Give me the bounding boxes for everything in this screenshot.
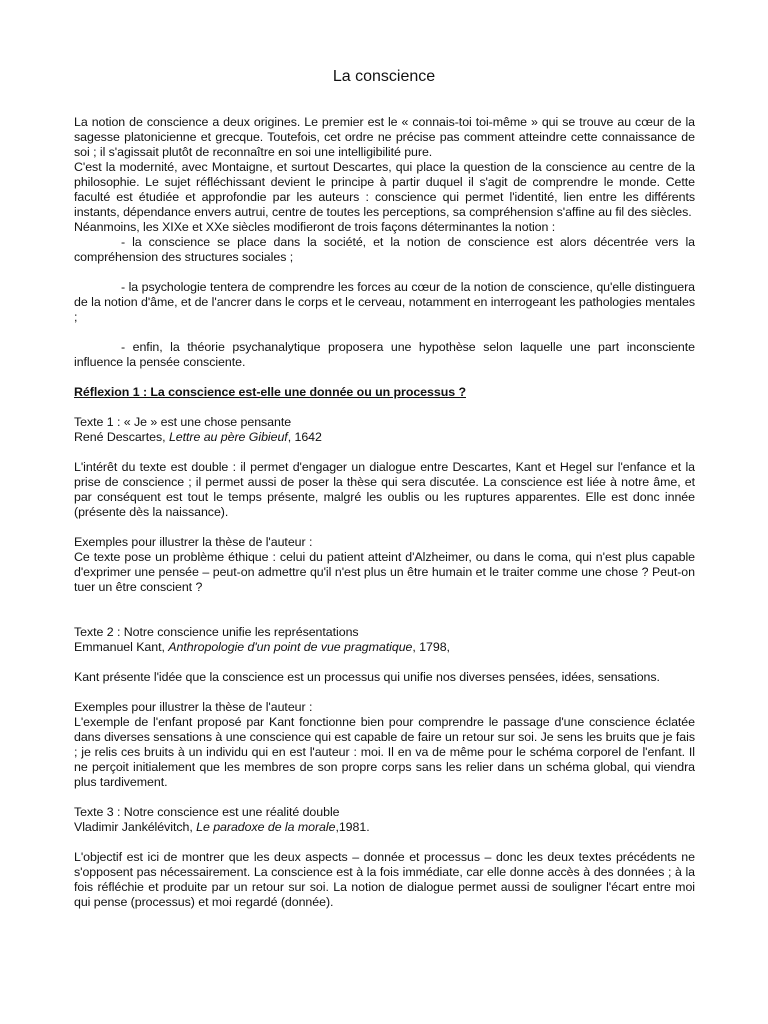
texte-1-examples-label: Exemples pour illustrer la thèse de l'auteur : [74, 535, 313, 549]
section-heading-reflexion-1: Réflexion 1 : La conscience est-elle une donnée ou un processus ? [74, 385, 466, 399]
document-body [74, 115, 695, 910]
texte-3-citation [74, 820, 695, 835]
texte-2-analysis: Kant présente l'idée que la conscience est un processus qui unifie nos diverses pensées, idées, sensations. [74, 670, 660, 684]
list-item-bullet-3: - enfin, la théorie psychanalytique proposera une hypothèse selon laquelle une part inconsciente influence la pensée consciente. [74, 340, 695, 369]
intro-paragraph-1: La notion de conscience a deux origines. Le premier est le « connais-toi toi-même » qui se trouve au cœur de la sagesse platonicienne et grecque. Toutefois, cet ordre ne précise pas comment atteindre cette connaissance de soi ; il s'agissait plutôt de reconnaître en soi une intelligibilité pure. [74, 115, 695, 159]
texte-1-analysis: L'intérêt du texte est double : il permet d'engager un dialogue entre Descartes, Kant et Hegel sur l'enfance et la prise de conscience ; il permet aussi de poser la thèse qui sera discutée. La conscience est liée à notre âme, et par conséquent est tout le temps présente, malgré les oublis ou les ruptures apparentes. Elle est donc innée (présente dès la naissance). [74, 460, 695, 519]
texte-3-work: Le paradoxe de la morale [196, 820, 336, 834]
texte-2-citation [74, 640, 695, 655]
texte-1-examples: Ce texte pose un problème éthique : celui du patient atteint d'Alzheimer, ou dans le coma, qui n'est plus capable d'exprimer une pensée – peut-on admettre qu'il n'est plus un être humain et le traiter comme une chose ? Peut-on tuer un être conscient ? [74, 550, 695, 594]
texte-3-title: Texte 3 : Notre conscience est une réalité double [74, 805, 340, 819]
list-item-bullet-2: - la psychologie tentera de comprendre les forces au cœur de la notion de conscience, qu'elle distinguera de la notion d'âme, et de l'ancrer dans le corps et le cerveau, notamment en interrogeant les pathologies mentales ; [74, 280, 695, 324]
texte-2-work: Anthropologie d'un point de vue pragmatique [168, 640, 413, 654]
intro-paragraph-3: Néanmoins, les XIXe et XXe siècles modifieront de trois façons déterminantes la notion : [74, 220, 556, 234]
texte-3-year: ,1981. [335, 820, 370, 834]
texte-1-year: , 1642 [287, 430, 322, 444]
intro-paragraph-2: C'est la modernité, avec Montaigne, et surtout Descartes, qui place la question de la conscience au centre de la philosophie. Le sujet réfléchissant devient le principe à partir duquel il s'agit de comprendre le monde. Cette faculté est étudiée et approfondie par les auteurs : conscience qui permet l'identité, lien entre les différents instants, dépendance envers autrui, centre de toutes les perceptions, sa compréhension s'affine au fil des siècles. [74, 160, 695, 219]
texte-2-examples: L'exemple de l'enfant proposé par Kant fonctionne bien pour comprendre le passage d'une conscience éclatée dans diverses sensations à une conscience qui est capable de faire un retour sur soi. Je sens les bruits que je fais ; je relis ces bruits à un individu qui en est l'auteur : moi. Il en va de même pour le schéma corporel de l'enfant. Il ne perçoit initialement que les membres de son propre corps sans les relier dans un schéma global, qui viendra plus tardivement. [74, 715, 695, 789]
texte-2-year: , 1798, [412, 640, 450, 654]
texte-2-author: Emmanuel Kant, [74, 640, 169, 654]
texte-2-examples-label: Exemples pour illustrer la thèse de l'auteur : [74, 700, 313, 714]
texte-1-citation [74, 430, 695, 445]
texte-3-author: Vladimir Jankélévitch, [74, 820, 197, 834]
texte-2-title: Texte 2 : Notre conscience unifie les représentations [74, 625, 359, 639]
texte-1-work: Lettre au père Gibieuf [168, 430, 288, 444]
texte-1-author: René Descartes, [74, 430, 169, 444]
list-item-bullet-1: - la conscience se place dans la société, et la notion de conscience est alors décentrée vers la compréhension des structures sociales ; [74, 235, 695, 264]
texte-1-title: Texte 1 : « Je » est une chose pensante [74, 415, 292, 429]
page-title: La conscience [332, 68, 436, 85]
texte-3-analysis: L'objectif est ici de montrer que les deux aspects – donnée et processus – donc les deux textes précédents ne s'opposent pas nécessairement. La conscience est à la fois immédiate, car elle donne accès à des données ; à la fois réfléchie et produite par un retour sur soi. La notion de dialogue permet aussi de souligner l'écart entre moi qui pense (processus) et moi regardé (donnée). [74, 850, 695, 909]
